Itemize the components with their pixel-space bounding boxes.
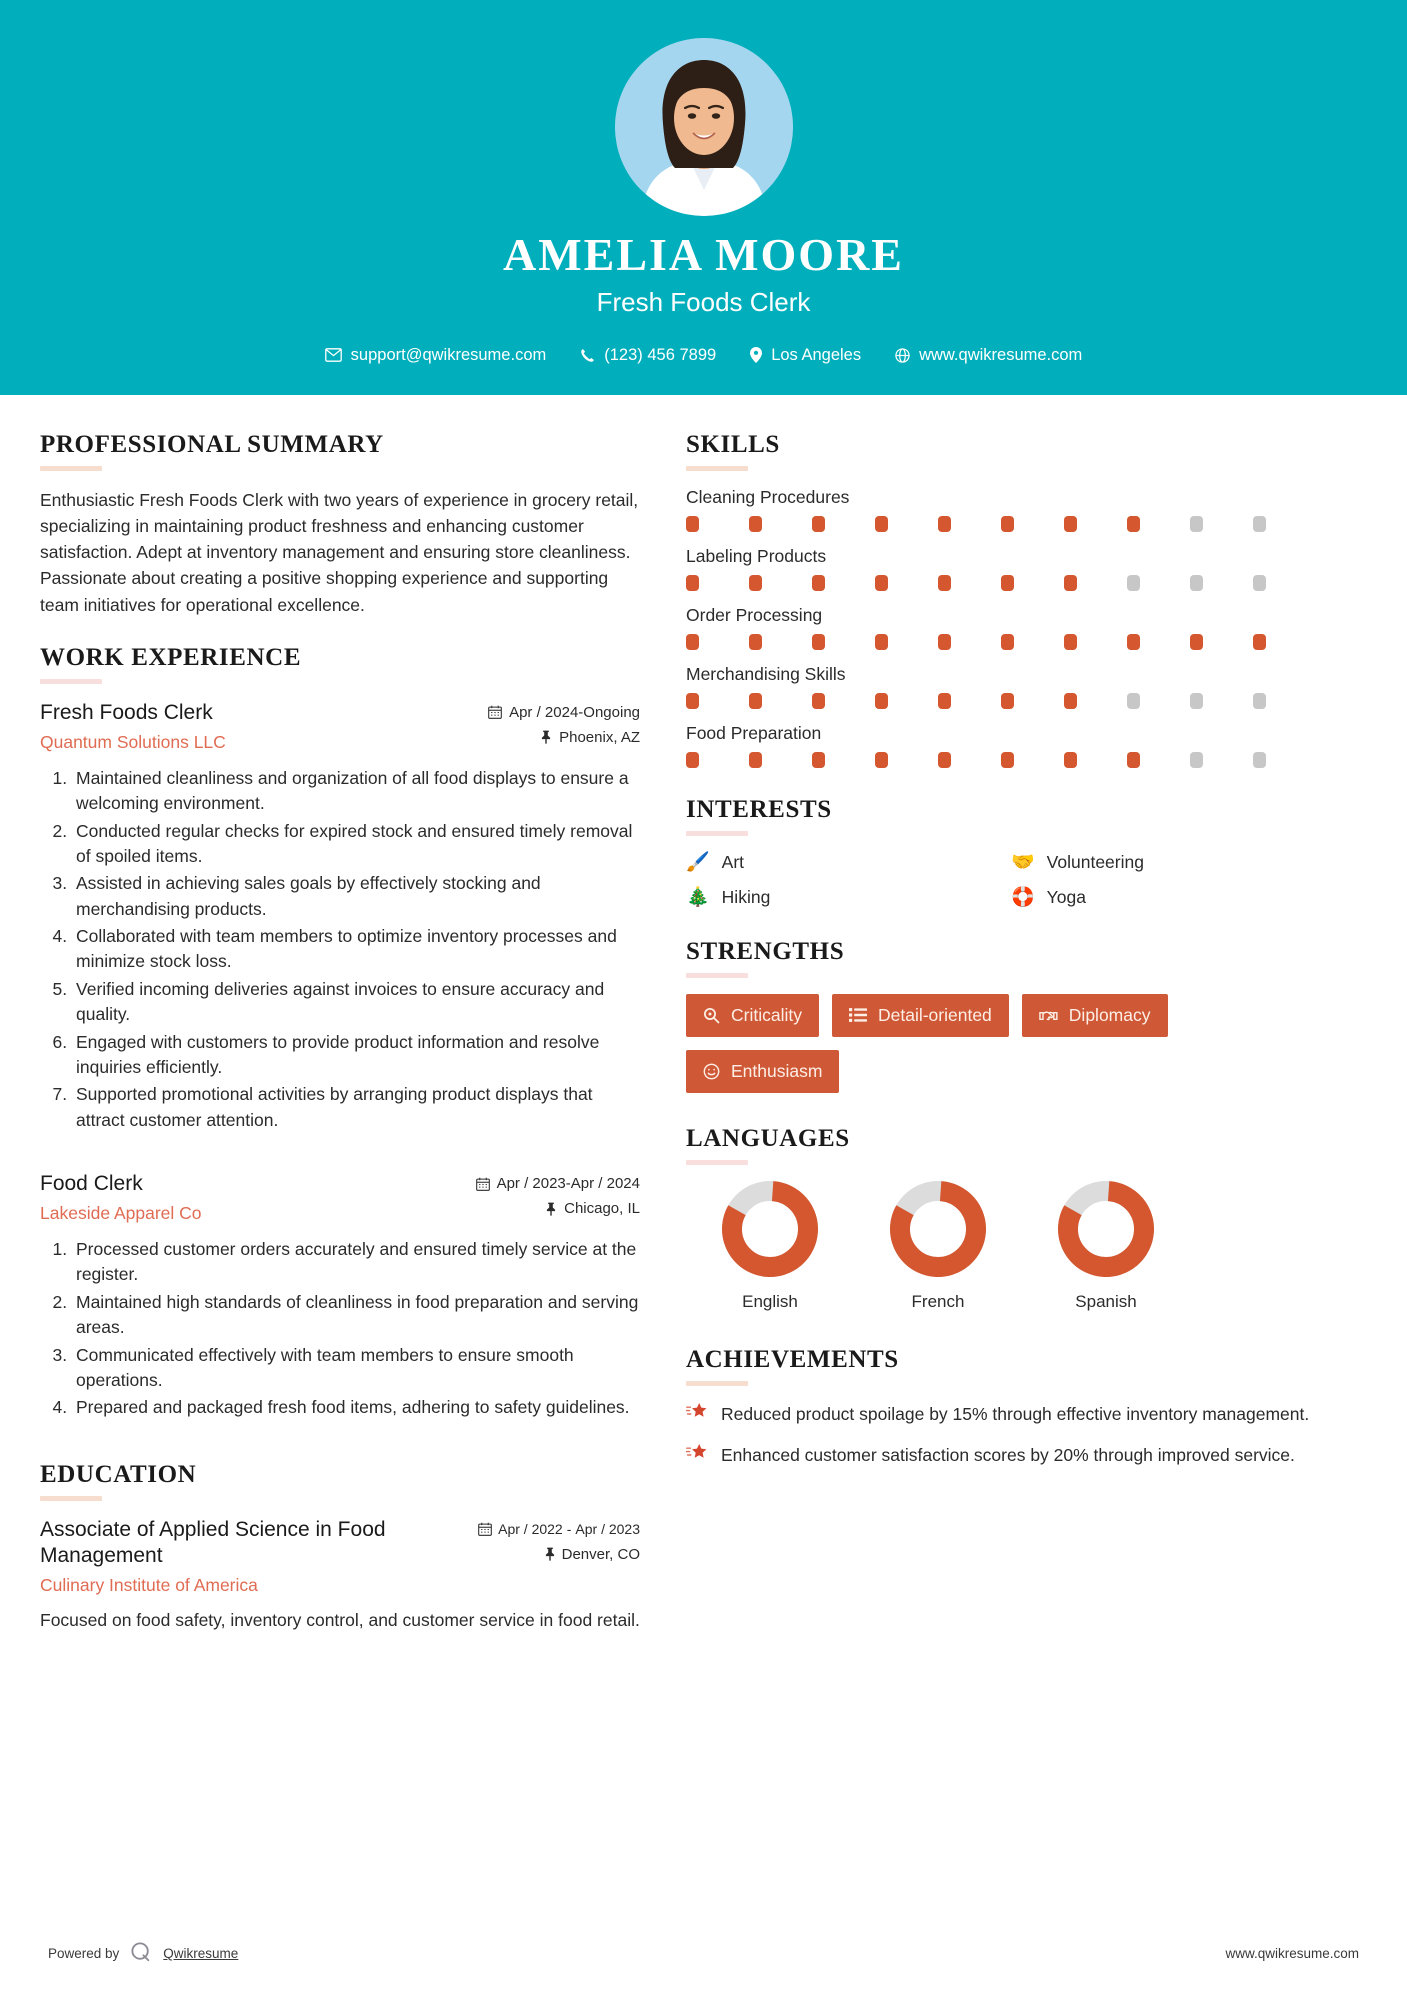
achievement-item [686,1402,1326,1430]
list-item: 4. Collaborated with team members to optimize inventory processes and minimize stock loss. [72,924,640,975]
powered-by-label: Powered by [48,1946,120,1961]
skill-dot [1190,634,1203,650]
section-languages [686,1125,1326,1312]
avatar-photo [615,38,793,216]
section-heading: STRENGTHS [686,937,845,965]
skill-label: Merchandising Skills [686,663,846,684]
education-school: Culinary Institute of America [40,1575,258,1596]
section-achievements [686,1346,1326,1471]
section-heading: LANGUAGES [686,1124,850,1152]
skill-dot [1001,752,1014,768]
section-rule [40,679,102,684]
skill-dot [1190,752,1203,768]
skill-dot [1253,752,1266,768]
header-subtitle: Fresh Foods Clerk [596,286,811,317]
skill-dot [812,752,825,768]
contact-row [0,346,1407,365]
skill-label: Labeling Products [686,545,827,566]
skill-dot [1064,752,1077,768]
work-location-text: Chicago, IL [564,1200,640,1218]
contact-location-text: Los Angeles [771,345,862,364]
contact-website[interactable] [878,346,1099,365]
work-entry-meta [476,1171,640,1225]
skill-dot [875,634,888,650]
section-interests [686,796,1326,908]
skill-dot [1190,693,1203,709]
skill-dot [1001,575,1014,591]
skill-dot [1253,575,1266,591]
strength-criticality [686,994,819,1037]
skill-item [686,546,1326,591]
education-entry-header [40,1517,640,1597]
pushpin-icon [544,1547,556,1561]
work-entry-header [40,700,640,754]
resume-header [0,0,1407,395]
skill-dot [686,516,699,532]
skill-dot [1127,693,1140,709]
strength-diplomacy [1022,994,1168,1037]
skill-dot [749,634,762,650]
education-description: Focused on food safety, inventory control, and customer service in food retail. [40,1610,640,1631]
language-label: Spanish [1075,1291,1137,1311]
section-heading: PROFESSIONAL SUMMARY [40,430,384,458]
lifebuoy-icon: 🛟 [1011,886,1035,908]
education-date-start: Apr / 2022 [498,1520,563,1537]
section-rule [686,1381,748,1386]
skill-dot [938,575,951,591]
skill-dot [938,752,951,768]
interest-label: Art [721,851,745,872]
contact-phone[interactable] [563,346,733,365]
skill-rating [686,752,1326,768]
left-column [40,431,640,1919]
section-heading: ACHIEVEMENTS [686,1345,899,1373]
contact-email[interactable] [308,346,564,365]
work-entry-main [40,1171,476,1224]
education-degree: Associate of Applied Science in Food Management [40,1517,386,1567]
skill-dot [1253,693,1266,709]
section-rule [686,466,748,471]
envelope-icon [325,348,342,362]
education-location [478,1546,640,1563]
interest-label: Volunteering [1046,851,1144,872]
contact-phone-text: (123) 456 7899 [604,345,717,364]
star-icon [686,1443,708,1471]
skill-dot [1190,575,1203,591]
work-bullets [40,1237,640,1421]
skill-label: Order Processing [686,604,823,625]
language-label: English [742,1291,798,1311]
skill-dot [1001,634,1014,650]
section-skills [686,431,1326,768]
work-role: Fresh Foods Clerk [40,700,213,724]
skill-dot [749,693,762,709]
interest-item [686,852,1001,873]
work-entry-meta [488,700,640,754]
language-item [854,1181,1022,1312]
section-rule [686,831,748,836]
contact-email-text: support@qwikresume.com [350,345,547,364]
section-education [40,1461,640,1634]
map-pin-icon [750,347,762,363]
language-donut [1022,1181,1190,1282]
list-item: 7. Supported promotional activities by arranging product displays that attract customer attention. [72,1082,640,1133]
section-heading: WORK EXPERIENCE [40,643,302,671]
section-heading: INTERESTS [686,795,832,823]
brand-link[interactable]: Qwikresume [163,1946,239,1961]
skill-dot [812,516,825,532]
skill-dot [1001,693,1014,709]
calendar-icon [478,1522,492,1536]
education-dates [478,1521,640,1538]
skill-dot [812,634,825,650]
skill-rating [686,575,1326,591]
interest-item [1011,852,1326,873]
list-item: 5. Verified incoming deliveries against invoices to ensure accuracy and quality. [72,977,640,1028]
language-label: French [911,1291,965,1311]
language-item [1022,1181,1190,1312]
section-professional-summary [40,431,640,618]
skill-dot [1253,516,1266,532]
skill-dot [875,693,888,709]
section-rule [686,973,748,978]
work-dates [476,1175,640,1192]
smiley-icon [703,1063,720,1080]
resume-body [0,395,1407,1919]
skill-dot [1001,516,1014,532]
page-title: AMELIA MOORE [503,229,904,280]
section-heading: SKILLS [686,430,780,458]
interest-label: Yoga [1046,886,1086,907]
pushpin-icon [540,730,552,744]
section-rule [686,1160,748,1165]
skill-dot [749,752,762,768]
achievement-text: Reduced product spoilage by 15% through effective inventory management. [721,1403,1310,1424]
footer-url[interactable]: www.qwikresume.com [1225,1946,1359,1961]
star-icon [686,1402,708,1430]
list-item: 3. Assisted in achieving sales goals by effectively stocking and merchandising products. [72,871,640,922]
interest-item [686,887,1001,908]
skill-dot [686,575,699,591]
skill-dot [875,752,888,768]
skill-dot [938,693,951,709]
skill-rating [686,516,1326,532]
skill-rating [686,634,1326,650]
work-entry-main [40,700,488,753]
skill-dot [1190,516,1203,532]
resume-footer [0,1919,1407,1990]
skill-dot [812,575,825,591]
work-dates [488,704,640,721]
education-entry-meta [478,1517,640,1571]
language-donut [854,1181,1022,1282]
skill-label: Cleaning Procedures [686,486,850,507]
calendar-icon [488,705,502,719]
skill-rating [686,693,1326,709]
work-company: Quantum Solutions LLC [40,732,226,753]
section-work-experience [40,644,640,1421]
skill-label: Food Preparation [686,722,822,743]
skill-item [686,605,1326,650]
skill-dot [749,516,762,532]
skill-dot [1127,752,1140,768]
languages-grid [686,1181,1326,1312]
skill-dot [1127,575,1140,591]
education-date-end: Apr / 2023 [575,1520,640,1537]
search-icon [703,1007,720,1024]
language-item [686,1181,854,1312]
work-role: Food Clerk [40,1172,143,1196]
section-rule [40,1496,102,1501]
section-strengths [686,938,1326,1093]
skill-dot [749,575,762,591]
avatar [615,38,793,216]
skill-dot [686,634,699,650]
strength-label: Criticality [731,1004,802,1025]
list-item: 4. Prepared and packaged fresh food items, adhering to safety guidelines. [72,1395,640,1420]
globe-icon [895,348,910,363]
list-item: 2. Conducted regular checks for expired stock and ensured timely removal of spoiled items. [72,819,640,870]
calendar-icon [476,1177,490,1191]
skill-item [686,723,1326,768]
interests-grid [686,852,1326,908]
skill-dot [1253,634,1266,650]
list-item: 6. Engaged with customers to provide product information and resolve inquiries efficiently. [72,1030,640,1081]
skill-dot [812,693,825,709]
achievement-text: Enhanced customer satisfaction scores by 20% through improved service. [721,1445,1295,1466]
work-dates-text: Apr / 2024-Ongoing [509,703,640,721]
skill-dot [1064,516,1077,532]
list-item: 3. Communicated effectively with team members to ensure smooth operations. [72,1343,640,1394]
tree-icon: 🎄 [686,886,710,908]
strength-label: Diplomacy [1068,1004,1151,1025]
skill-dot [1064,634,1077,650]
work-entry-header [40,1171,640,1225]
work-bullets [40,766,640,1133]
work-entry [40,1171,640,1421]
skill-dot [1127,516,1140,532]
strength-enthusiasm [686,1050,839,1093]
contact-website-text: www.qwikresume.com [919,345,1083,364]
qwikresume-logo-icon [130,1941,152,1966]
achievement-item [686,1443,1326,1471]
work-company: Lakeside Apparel Co [40,1203,202,1224]
skill-item [686,664,1326,709]
powered-by [48,1941,238,1966]
work-location [476,1200,640,1217]
education-location-text: Denver, CO [561,1545,640,1563]
summary-text: Enthusiastic Fresh Foods Clerk with two years of experience in grocery retail, specializing in maintaining product freshness and enhancing customer satisfaction. Adept at inventory management and ensuring store cleanliness. Passionate about creating a positive shopping experience and supporting team initiatives for operational excellence. [40,489,639,615]
interest-label: Hiking [721,886,771,907]
education-date-separator: - [566,1520,572,1537]
education-dates-group [498,1521,640,1538]
education-entry-main [40,1517,440,1597]
education-entry [40,1517,640,1634]
list-item: 1. Processed customer orders accurately and ensured timely service at the register. [72,1237,640,1288]
section-heading: EDUCATION [40,1460,197,1488]
list-item: 1. Maintained cleanliness and organization of all food displays to ensure a welcoming environment. [72,766,640,817]
skill-dot [686,693,699,709]
pushpin-icon [545,1202,557,1216]
strength-label: Enthusiasm [731,1060,823,1081]
skill-dot [1064,575,1077,591]
work-location-text: Phoenix, AZ [559,728,640,746]
language-donut [686,1181,854,1282]
handshake-icon [1039,1008,1058,1023]
right-column [686,431,1326,1919]
section-rule [40,466,102,471]
skill-item [686,487,1326,532]
strengths-grid [686,994,1326,1093]
strength-detail-oriented [832,994,1009,1037]
work-dates-text: Apr / 2023-Apr / 2024 [496,1175,640,1193]
phone-icon [580,348,595,363]
list-item: 2. Maintained high standards of cleanliness in food preparation and serving areas. [72,1290,640,1341]
strength-label: Detail-oriented [877,1004,992,1025]
contact-location[interactable] [733,346,878,365]
skill-dot [1064,693,1077,709]
skill-dot [938,634,951,650]
interest-item [1011,887,1326,908]
skill-dot [938,516,951,532]
work-entry [40,700,640,1133]
skill-dot [875,516,888,532]
paintbrush-icon: 🖌️ [686,851,710,873]
skill-dot [686,752,699,768]
work-location [488,729,640,746]
skill-dot [875,575,888,591]
handshake-icon: 🤝 [1011,851,1035,873]
list-icon [849,1007,867,1023]
skill-dot [1127,634,1140,650]
